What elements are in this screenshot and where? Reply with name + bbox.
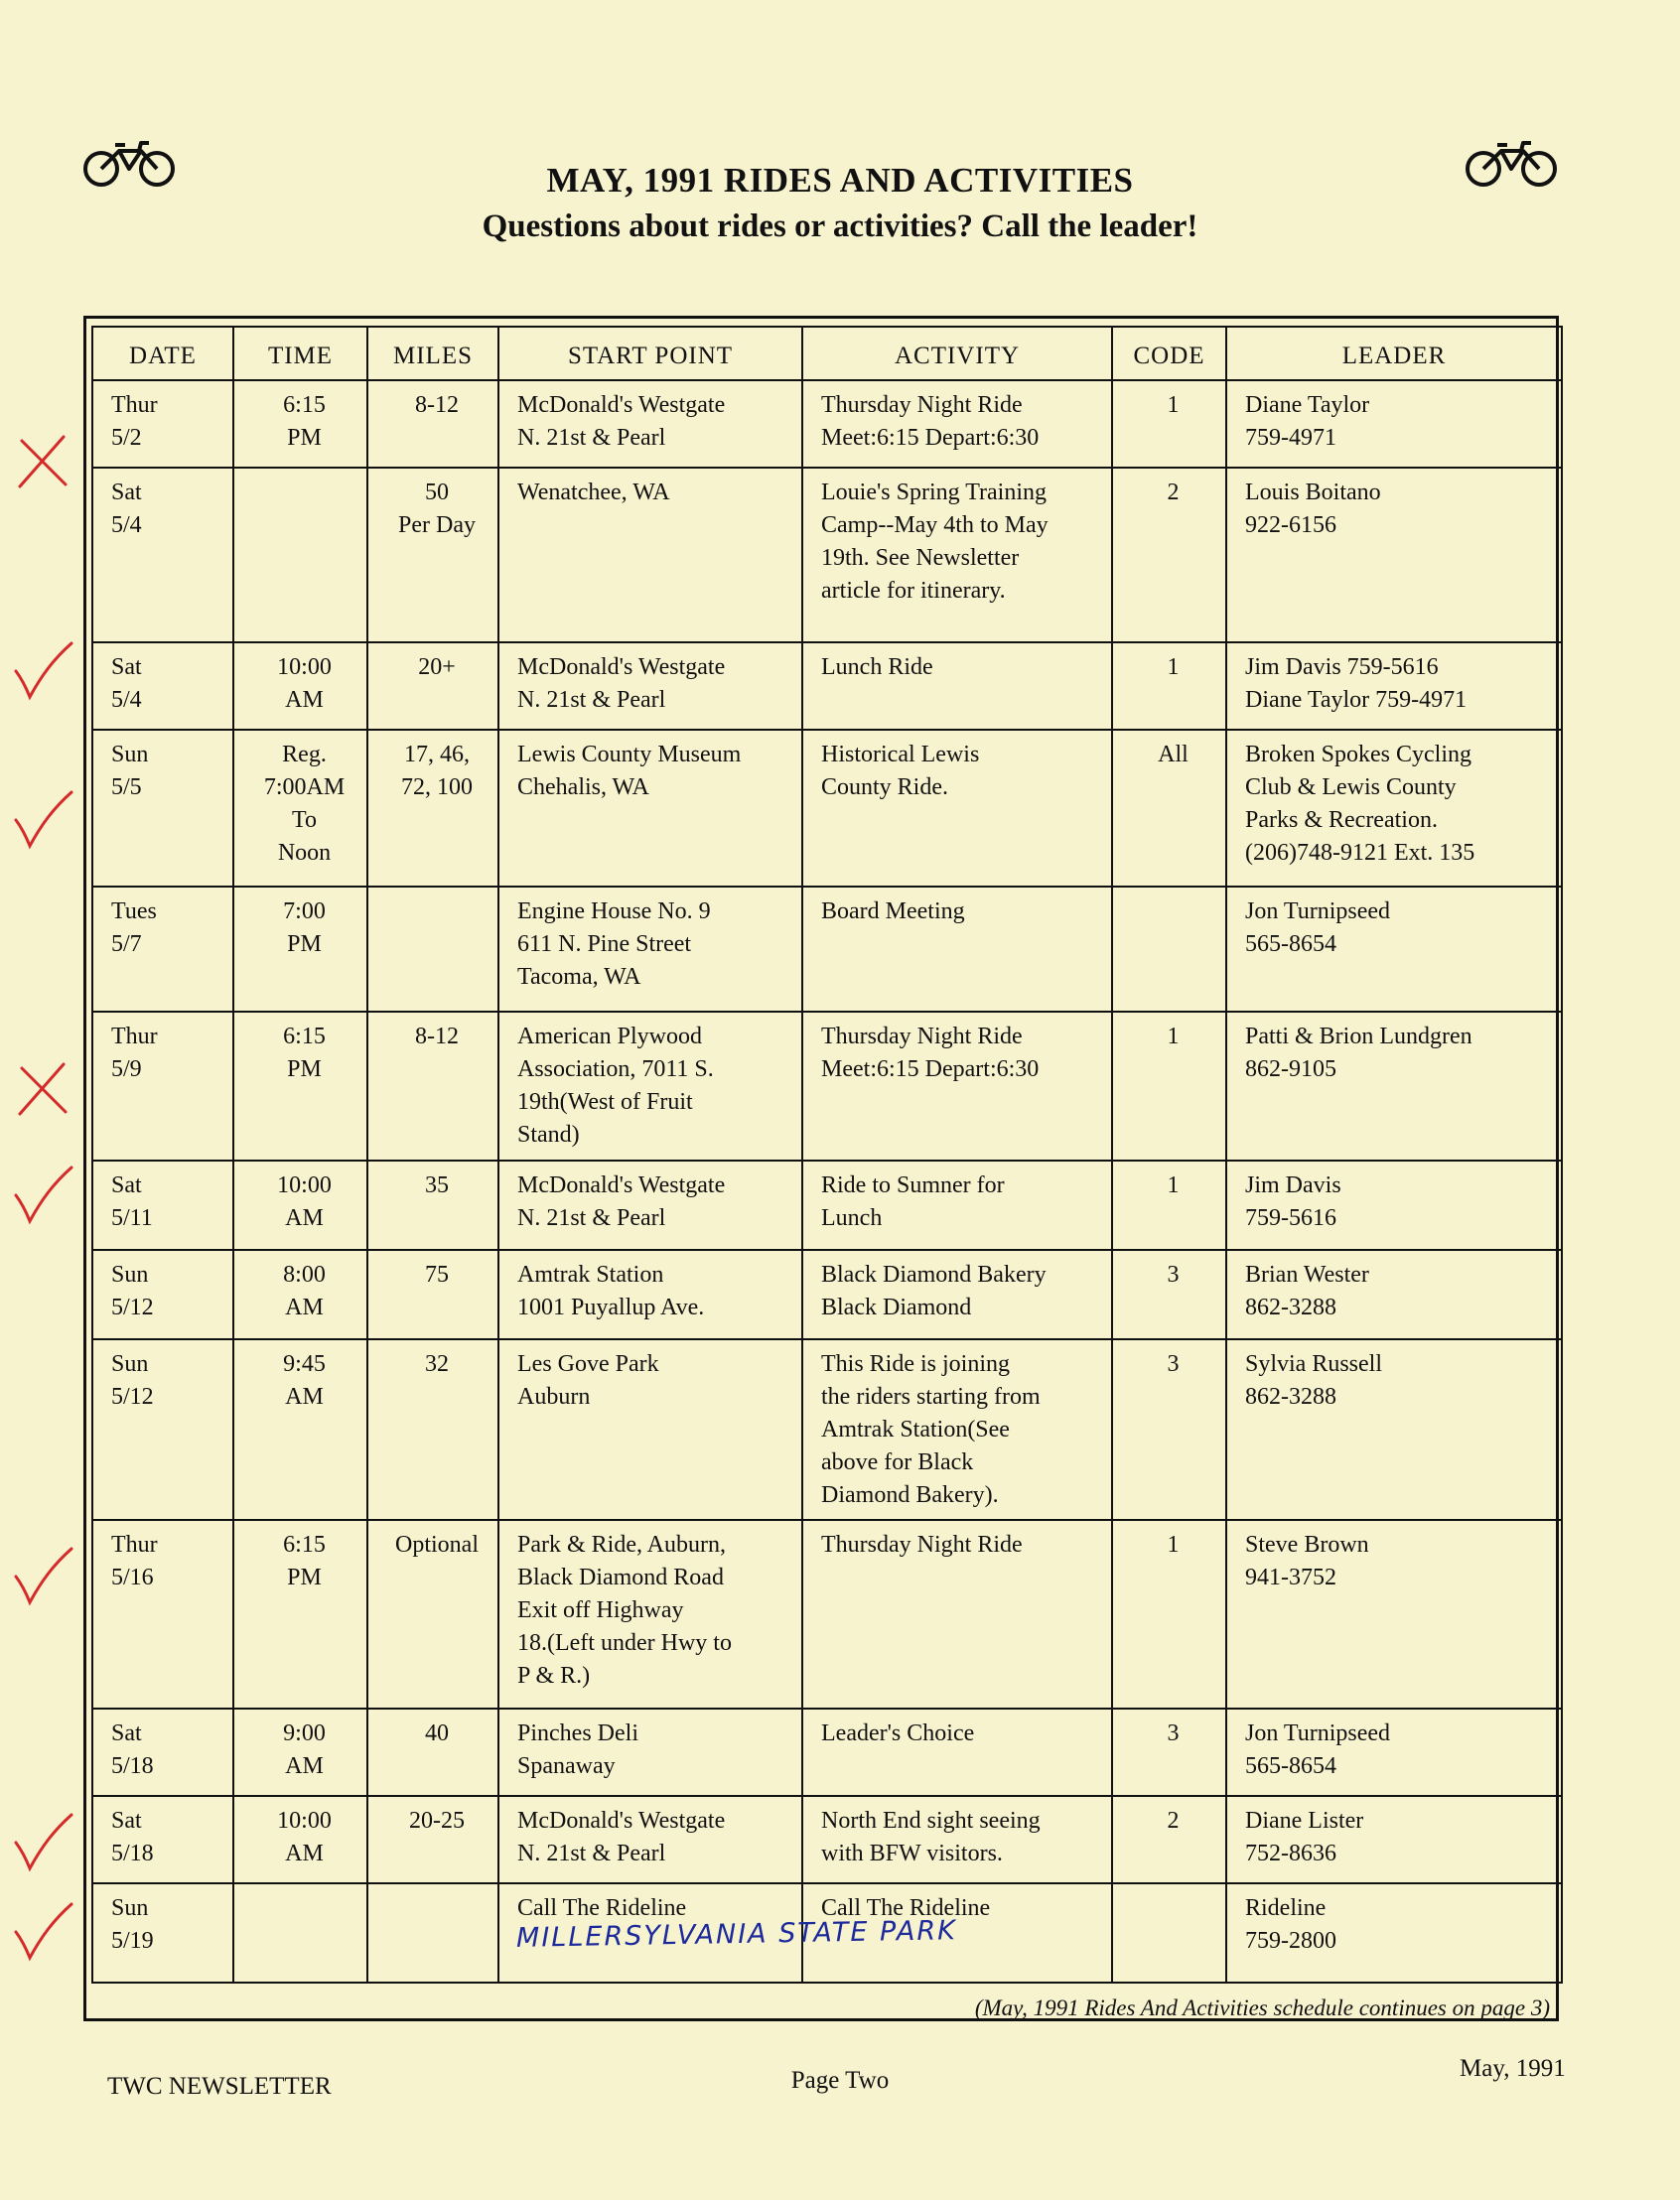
red-check-mark-icon bbox=[8, 635, 77, 705]
cell-start-point-line: 19th(West of Fruit bbox=[517, 1089, 693, 1115]
cell-activity-line: Meet:6:15 Depart:6:30 bbox=[821, 1056, 1040, 1082]
cell-activity-line: Historical Lewis bbox=[821, 742, 980, 767]
cell-leader-line: Diane Lister bbox=[1245, 1808, 1364, 1834]
cell-code bbox=[1112, 730, 1226, 887]
cell-start-point-line: Exit off Highway bbox=[517, 1597, 684, 1623]
cell-activity-line: Board Meeting bbox=[821, 898, 965, 924]
table-row bbox=[92, 730, 1562, 887]
cell-leader bbox=[1226, 1161, 1562, 1250]
cell-start-point bbox=[498, 468, 802, 642]
cell-miles bbox=[367, 887, 498, 1012]
cell-activity bbox=[802, 380, 1112, 468]
cell-start-point-line: McDonald's Westgate bbox=[517, 654, 726, 680]
cell-leader-line: 565-8654 bbox=[1245, 931, 1336, 957]
cell-leader-line: 862-9105 bbox=[1245, 1056, 1336, 1082]
cell-date-line: Thur bbox=[111, 1532, 158, 1558]
cell-leader-line: Brian Wester bbox=[1245, 1262, 1369, 1288]
column-header-leader: LEADER bbox=[1226, 327, 1562, 380]
cell-start-point bbox=[498, 1161, 802, 1250]
cell-miles bbox=[367, 730, 498, 887]
cell-date-line: Sun bbox=[111, 1351, 149, 1377]
cell-start-point-line: Lewis County Museum bbox=[517, 742, 742, 767]
cell-date-line: 5/5 bbox=[111, 774, 142, 800]
cell-date-line: 5/12 bbox=[111, 1295, 154, 1320]
cell-date-line: Sat bbox=[111, 654, 142, 680]
table-row bbox=[92, 1250, 1562, 1339]
cell-time bbox=[233, 887, 367, 1012]
cell-leader bbox=[1226, 1796, 1562, 1883]
cell-code bbox=[1112, 380, 1226, 468]
cell-activity-line: Lunch bbox=[821, 1205, 883, 1231]
cell-code bbox=[1112, 1339, 1226, 1520]
cell-code-value: 2 bbox=[1167, 1808, 1180, 1834]
cell-date bbox=[92, 1796, 233, 1883]
cell-code bbox=[1112, 468, 1226, 642]
cell-miles bbox=[367, 1339, 498, 1520]
cell-miles-line: 8-12 bbox=[415, 1024, 459, 1049]
cell-start-point bbox=[498, 1250, 802, 1339]
cell-activity bbox=[802, 1339, 1112, 1520]
cell-date-line: Sat bbox=[111, 480, 142, 505]
cell-date-line: 5/19 bbox=[111, 1928, 154, 1954]
cell-activity bbox=[802, 642, 1112, 730]
cell-activity-line: the riders starting from bbox=[821, 1384, 1041, 1410]
cell-code-value: 1 bbox=[1167, 1024, 1180, 1049]
cell-start-point-line: McDonald's Westgate bbox=[517, 392, 726, 418]
cell-miles-line: Per Day bbox=[398, 512, 476, 538]
cell-leader-line: 759-5616 bbox=[1245, 1205, 1336, 1231]
cell-time-line: AM bbox=[285, 1753, 324, 1779]
cell-miles bbox=[367, 1709, 498, 1796]
cell-date bbox=[92, 1339, 233, 1520]
table-row bbox=[92, 468, 1562, 642]
cell-leader-line: Broken Spokes Cycling bbox=[1245, 742, 1471, 767]
cell-miles-line: Optional bbox=[395, 1532, 479, 1558]
cell-date bbox=[92, 1012, 233, 1161]
cell-start-point bbox=[498, 642, 802, 730]
cell-activity-line: County Ride. bbox=[821, 774, 949, 800]
cell-date-line: Thur bbox=[111, 1024, 158, 1049]
cell-miles bbox=[367, 468, 498, 642]
cell-leader-line: 922-6156 bbox=[1245, 512, 1336, 538]
cell-date bbox=[92, 468, 233, 642]
cell-code bbox=[1112, 887, 1226, 1012]
cell-activity-line: Call The Rideline bbox=[821, 1895, 991, 1921]
cell-leader bbox=[1226, 1012, 1562, 1161]
cell-time bbox=[233, 1161, 367, 1250]
cell-date-line: Tues bbox=[111, 898, 157, 924]
cell-miles-line: 20+ bbox=[418, 654, 456, 680]
cell-date-line: 5/2 bbox=[111, 425, 142, 451]
cell-time bbox=[233, 1883, 367, 1983]
cell-code bbox=[1112, 1012, 1226, 1161]
cell-time-line: 8:00 bbox=[283, 1262, 326, 1288]
cell-miles-line: 72, 100 bbox=[401, 774, 473, 800]
cell-start-point-line: Tacoma, WA bbox=[517, 964, 641, 990]
schedule-body bbox=[92, 380, 1562, 1983]
cell-time-line: 9:00 bbox=[283, 1720, 326, 1746]
cell-time-line: PM bbox=[287, 931, 322, 957]
cell-activity bbox=[802, 1250, 1112, 1339]
cell-leader-line: Rideline bbox=[1245, 1895, 1327, 1921]
cell-start-point bbox=[498, 1339, 802, 1520]
cell-date bbox=[92, 1709, 233, 1796]
cell-time-line: 10:00 bbox=[277, 654, 332, 680]
table-header-row bbox=[92, 327, 1562, 380]
cell-leader-line: Diane Taylor 759-4971 bbox=[1245, 687, 1468, 713]
red-check-mark-icon bbox=[8, 1807, 77, 1876]
cell-time bbox=[233, 468, 367, 642]
cell-start-point-line: American Plywood bbox=[517, 1024, 702, 1049]
cell-start-point-line: Call The Rideline bbox=[517, 1895, 687, 1921]
continued-note: (May, 1991 Rides And Activities schedule continues on page 3) bbox=[92, 1983, 1562, 2028]
cell-time-line: To bbox=[292, 807, 317, 833]
cell-time bbox=[233, 1709, 367, 1796]
cell-leader-line: Jim Davis bbox=[1245, 1172, 1341, 1198]
cell-time bbox=[233, 1012, 367, 1161]
cell-leader-line: 862-3288 bbox=[1245, 1384, 1336, 1410]
cell-leader-line: 941-3752 bbox=[1245, 1565, 1336, 1590]
cell-miles bbox=[367, 1520, 498, 1709]
table-row bbox=[92, 1796, 1562, 1883]
cell-miles bbox=[367, 1161, 498, 1250]
cell-start-point-line: N. 21st & Pearl bbox=[517, 1841, 666, 1866]
cell-date bbox=[92, 1883, 233, 1983]
cell-date-line: 5/16 bbox=[111, 1565, 154, 1590]
cell-miles bbox=[367, 1883, 498, 1983]
cell-date-line: Sat bbox=[111, 1720, 142, 1746]
cell-code-value: 1 bbox=[1167, 1172, 1180, 1198]
cell-leader-line: Steve Brown bbox=[1245, 1532, 1369, 1558]
cell-start-point-line: P & R.) bbox=[517, 1663, 591, 1689]
cell-activity-line: Black Diamond bbox=[821, 1295, 972, 1320]
column-header-time: TIME bbox=[233, 327, 367, 380]
cell-start-point-line: Spanaway bbox=[517, 1753, 616, 1779]
cell-activity-line: with BFW visitors. bbox=[821, 1841, 1003, 1866]
column-header-code: CODE bbox=[1112, 327, 1226, 380]
cell-activity-line: Black Diamond Bakery bbox=[821, 1262, 1047, 1288]
cell-start-point-line: Les Gove Park bbox=[517, 1351, 659, 1377]
cell-time-line: Noon bbox=[277, 840, 332, 866]
table-row bbox=[92, 1339, 1562, 1520]
cell-start-point-line: Park & Ride, Auburn, bbox=[517, 1532, 726, 1558]
cell-time-line: Reg. bbox=[282, 742, 327, 767]
cell-activity-line: article for itinerary. bbox=[821, 578, 1006, 604]
cell-time-line: 6:15 bbox=[283, 1532, 326, 1558]
cell-start-point bbox=[498, 380, 802, 468]
page-subtitle: Questions about rides or activities? Call the leader! bbox=[482, 208, 1198, 244]
cell-start-point bbox=[498, 1012, 802, 1161]
cell-code bbox=[1112, 1161, 1226, 1250]
cell-time-line: 7:00AM bbox=[263, 774, 346, 800]
cell-date-line: 5/4 bbox=[111, 512, 142, 538]
cell-time-line: 6:15 bbox=[283, 1024, 326, 1049]
cell-leader bbox=[1226, 887, 1562, 1012]
cell-start-point-line: Wenatchee, WA bbox=[517, 480, 670, 505]
cell-start-point-line: N. 21st & Pearl bbox=[517, 687, 666, 713]
cell-start-point-line: 18.(Left under Hwy to bbox=[517, 1630, 732, 1656]
cell-leader-line: Louis Boitano bbox=[1245, 480, 1381, 505]
cell-miles-line: 32 bbox=[425, 1351, 449, 1377]
cell-leader bbox=[1226, 1250, 1562, 1339]
table-row bbox=[92, 1520, 1562, 1709]
cell-code-value: 1 bbox=[1167, 654, 1180, 680]
cell-leader-line: 565-8654 bbox=[1245, 1753, 1336, 1779]
cell-activity-line: above for Black bbox=[821, 1449, 974, 1475]
cell-time-line: AM bbox=[285, 1841, 324, 1866]
cell-code-value: 2 bbox=[1167, 480, 1180, 505]
cell-leader-line: Jon Turnipseed bbox=[1245, 898, 1391, 924]
cell-leader-line: Jon Turnipseed bbox=[1245, 1720, 1391, 1746]
cell-activity-line: Ride to Sumner for bbox=[821, 1172, 1005, 1198]
cell-activity bbox=[802, 1709, 1112, 1796]
cell-start-point-line: Amtrak Station bbox=[517, 1262, 664, 1288]
page-title: MAY, 1991 RIDES AND ACTIVITIES bbox=[546, 161, 1134, 200]
cell-start-point-line: Engine House No. 9 bbox=[517, 898, 711, 924]
cell-leader bbox=[1226, 468, 1562, 642]
schedule-table bbox=[91, 326, 1563, 2028]
cell-leader bbox=[1226, 1520, 1562, 1709]
cell-code bbox=[1112, 1796, 1226, 1883]
cell-date bbox=[92, 730, 233, 887]
table-row bbox=[92, 380, 1562, 468]
cell-date-line: 5/7 bbox=[111, 931, 142, 957]
cell-start-point bbox=[498, 887, 802, 1012]
cell-start-point-line: Chehalis, WA bbox=[517, 774, 649, 800]
cell-start-point-line: N. 21st & Pearl bbox=[517, 425, 666, 451]
cell-time-line: AM bbox=[285, 1384, 324, 1410]
footer-date: May, 1991 bbox=[1460, 2055, 1566, 2082]
cell-start-point-line: N. 21st & Pearl bbox=[517, 1205, 666, 1231]
cell-date bbox=[92, 642, 233, 730]
cell-miles-line: 35 bbox=[425, 1172, 449, 1198]
cell-miles-line: 50 bbox=[425, 480, 449, 505]
cell-leader bbox=[1226, 1709, 1562, 1796]
cell-time-line: 7:00 bbox=[283, 898, 326, 924]
cell-leader bbox=[1226, 1883, 1562, 1983]
cell-time-line: 10:00 bbox=[277, 1808, 332, 1834]
red-check-mark-icon bbox=[8, 1896, 77, 1966]
cell-date bbox=[92, 380, 233, 468]
cell-start-point-line: Stand) bbox=[517, 1122, 580, 1148]
cell-start-point-line: 611 N. Pine Street bbox=[517, 931, 692, 957]
cell-activity-line: Louie's Spring Training bbox=[821, 480, 1048, 505]
cell-activity-line: Camp--May 4th to May bbox=[821, 512, 1049, 538]
cell-time-line: PM bbox=[287, 425, 322, 451]
table-row bbox=[92, 1709, 1562, 1796]
cell-code-value: 3 bbox=[1167, 1262, 1180, 1288]
cell-time bbox=[233, 1250, 367, 1339]
cell-leader-line: Parks & Recreation. bbox=[1245, 807, 1438, 833]
cell-leader bbox=[1226, 380, 1562, 468]
cell-leader-line: 759-2800 bbox=[1245, 1928, 1336, 1954]
cell-date-line: Sun bbox=[111, 1895, 149, 1921]
footer-newsletter-name: TWC NEWSLETTER bbox=[107, 2073, 332, 2100]
cell-date-line: 5/9 bbox=[111, 1056, 142, 1082]
cell-activity-line: Thursday Night Ride bbox=[821, 392, 1023, 418]
cell-time-line: 9:45 bbox=[283, 1351, 326, 1377]
cell-miles-line: 17, 46, bbox=[404, 742, 470, 767]
cell-leader-line: Jim Davis 759-5616 bbox=[1245, 654, 1439, 680]
cell-leader-line: 759-4971 bbox=[1245, 425, 1336, 451]
cell-start-point-line: McDonald's Westgate bbox=[517, 1808, 726, 1834]
cell-date bbox=[92, 1520, 233, 1709]
cell-time-line: AM bbox=[285, 687, 324, 713]
cell-start-point-line: 1001 Puyallup Ave. bbox=[517, 1295, 705, 1320]
red-check-mark-icon bbox=[8, 1541, 77, 1610]
continued-row bbox=[92, 1983, 1562, 2028]
column-header-miles: MILES bbox=[367, 327, 498, 380]
cell-start-point bbox=[498, 730, 802, 887]
cell-activity bbox=[802, 887, 1112, 1012]
cell-code-value: 1 bbox=[1167, 392, 1180, 418]
red-check-mark-icon bbox=[8, 784, 77, 854]
cell-leader-line: (206)748-9121 Ext. 135 bbox=[1245, 840, 1475, 866]
cell-activity-line: Diamond Bakery). bbox=[821, 1482, 999, 1508]
red-x-mark-icon bbox=[8, 1054, 77, 1124]
handwritten-note: MILLERSYLVANIA STATE PARK bbox=[515, 1915, 958, 1954]
cell-date bbox=[92, 1161, 233, 1250]
cell-time bbox=[233, 380, 367, 468]
cell-code-value: 3 bbox=[1167, 1720, 1180, 1746]
cell-activity-line: 19th. See Newsletter bbox=[821, 545, 1020, 571]
cell-activity bbox=[802, 1520, 1112, 1709]
cell-leader-line: Diane Taylor bbox=[1245, 392, 1370, 418]
cell-miles bbox=[367, 380, 498, 468]
cell-start-point bbox=[498, 1520, 802, 1709]
cell-date-line: 5/18 bbox=[111, 1753, 154, 1779]
cell-time bbox=[233, 1796, 367, 1883]
table-row bbox=[92, 1161, 1562, 1250]
cell-miles-line: 40 bbox=[425, 1720, 449, 1746]
cell-miles bbox=[367, 1012, 498, 1161]
cell-activity-line: Thursday Night Ride bbox=[821, 1024, 1023, 1049]
cell-miles bbox=[367, 642, 498, 730]
cell-start-point-line: Association, 7011 S. bbox=[517, 1056, 714, 1082]
table-row bbox=[92, 887, 1562, 1012]
red-check-mark-icon bbox=[8, 1160, 77, 1229]
cell-leader-line: Club & Lewis County bbox=[1245, 774, 1457, 800]
cell-miles-line: 8-12 bbox=[415, 392, 459, 418]
cell-time bbox=[233, 1520, 367, 1709]
cell-code-value: All bbox=[1158, 742, 1189, 767]
table-row bbox=[92, 642, 1562, 730]
cell-activity-line: Amtrak Station(See bbox=[821, 1417, 1010, 1443]
cell-date-line: 5/11 bbox=[111, 1205, 153, 1231]
cell-date-line: 5/18 bbox=[111, 1841, 154, 1866]
cell-time bbox=[233, 642, 367, 730]
cell-time-line: 10:00 bbox=[277, 1172, 332, 1198]
column-header-start-point: START POINT bbox=[498, 327, 802, 380]
cell-code bbox=[1112, 1250, 1226, 1339]
cell-activity bbox=[802, 1796, 1112, 1883]
cell-date bbox=[92, 1250, 233, 1339]
cell-start-point bbox=[498, 1709, 802, 1796]
cell-code bbox=[1112, 642, 1226, 730]
cell-time-line: AM bbox=[285, 1295, 324, 1320]
cell-activity-line: This Ride is joining bbox=[821, 1351, 1011, 1377]
cell-date-line: Sun bbox=[111, 742, 149, 767]
cell-activity-line: Thursday Night Ride bbox=[821, 1532, 1023, 1558]
cell-time-line: 6:15 bbox=[283, 392, 326, 418]
cell-leader-line: 862-3288 bbox=[1245, 1295, 1336, 1320]
cell-start-point-line: Black Diamond Road bbox=[517, 1565, 724, 1590]
red-x-mark-icon bbox=[8, 427, 77, 496]
cell-leader bbox=[1226, 730, 1562, 887]
cell-date-line: Sat bbox=[111, 1172, 142, 1198]
cell-start-point-line: McDonald's Westgate bbox=[517, 1172, 726, 1198]
cell-code bbox=[1112, 1709, 1226, 1796]
cell-miles bbox=[367, 1796, 498, 1883]
cell-date-line: Thur bbox=[111, 392, 158, 418]
cell-time-line: AM bbox=[285, 1205, 324, 1231]
cell-time bbox=[233, 1339, 367, 1520]
cell-code-value: 3 bbox=[1167, 1351, 1180, 1377]
cell-miles-line: 75 bbox=[425, 1262, 449, 1288]
cell-miles bbox=[367, 1250, 498, 1339]
cell-activity-line: Leader's Choice bbox=[821, 1720, 975, 1746]
cell-code bbox=[1112, 1520, 1226, 1709]
cell-activity bbox=[802, 1161, 1112, 1250]
cell-time-line: PM bbox=[287, 1565, 322, 1590]
cell-date-line: 5/12 bbox=[111, 1384, 154, 1410]
cell-activity bbox=[802, 730, 1112, 887]
cell-start-point bbox=[498, 1796, 802, 1883]
column-header-date: DATE bbox=[92, 327, 233, 380]
cell-date-line: Sat bbox=[111, 1808, 142, 1834]
cell-activity-line: North End sight seeing bbox=[821, 1808, 1041, 1834]
cell-start-point-line: Pinches Deli bbox=[517, 1720, 638, 1746]
footer-page-number: Page Two bbox=[790, 2067, 890, 2094]
cell-leader-line: Sylvia Russell bbox=[1245, 1351, 1383, 1377]
cell-activity-line: Lunch Ride bbox=[821, 654, 933, 680]
cell-start-point-line: Auburn bbox=[517, 1384, 591, 1410]
cell-miles-line: 20-25 bbox=[409, 1808, 465, 1834]
cell-activity bbox=[802, 468, 1112, 642]
cell-code bbox=[1112, 1883, 1226, 1983]
cell-leader bbox=[1226, 642, 1562, 730]
cell-leader-line: 752-8636 bbox=[1245, 1841, 1336, 1866]
column-header-activity: ACTIVITY bbox=[802, 327, 1112, 380]
cell-date-line: Sun bbox=[111, 1262, 149, 1288]
cell-activity-line: Meet:6:15 Depart:6:30 bbox=[821, 425, 1040, 451]
cell-date bbox=[92, 887, 233, 1012]
cell-leader bbox=[1226, 1339, 1562, 1520]
cell-time bbox=[233, 730, 367, 887]
table-row bbox=[92, 1012, 1562, 1161]
cell-code-value: 1 bbox=[1167, 1532, 1180, 1558]
cell-date-line: 5/4 bbox=[111, 687, 142, 713]
cell-time-line: PM bbox=[287, 1056, 322, 1082]
cell-activity bbox=[802, 1012, 1112, 1161]
cell-leader-line: Patti & Brion Lundgren bbox=[1245, 1024, 1472, 1049]
